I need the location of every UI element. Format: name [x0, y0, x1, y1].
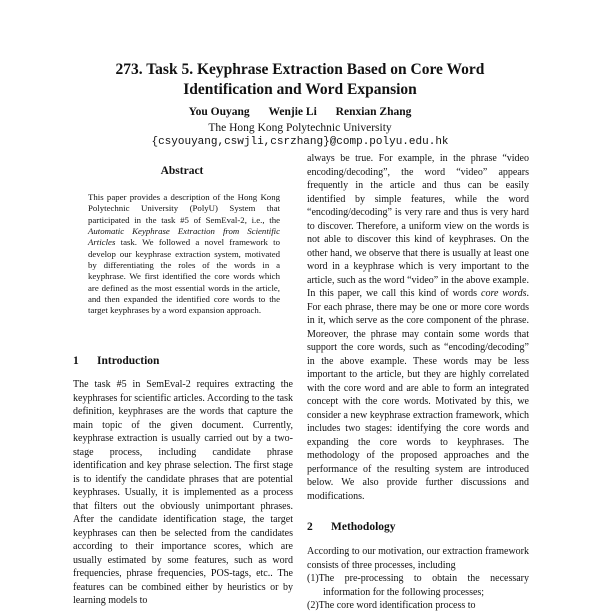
paragraph-text: . For each phrase, there may be one or more core words in it, which serve as the core component of the phrase. Moreover, the phrase may contain some words that support the core words, such as “encoding/decoding” in the above example. These words may be less important to the article, but they are highly correlated with the core word and are able to form an integrated concept with the core words. Motivated by this, we consider a new keyphrase extraction framework, which includes two stages: identifying the core words and expanding the core words to keyphrases. The methodology of the proposed approaches and the performance of the resulting system are introduced below. We also provide further discussions and modifications. [307, 288, 529, 502]
section-2-heading [307, 521, 529, 533]
abstract-text: This paper provides a description of the Hong Kong Polytechnic University (PolyU) System that participated in the task #5 of SemEval-2, i.e., the [88, 192, 280, 225]
abstract-task-name: Automatic Keyphrase Extraction from Scientific Articles [88, 226, 280, 248]
paper-title [60, 60, 540, 100]
section-2-intro: According to our motivation, our extraction framework consists of three processes, including [307, 546, 529, 571]
section-2-body [307, 545, 529, 611]
section-number: 1 [73, 355, 79, 367]
title-line-2: Identification and Word Expansion [183, 81, 417, 98]
title-line-1: 273. Task 5. Keyphrase Extraction Based on Core Word [115, 61, 485, 78]
author-name: You Ouyang [188, 106, 250, 118]
right-column-text [307, 152, 529, 503]
section-1-heading [73, 355, 293, 367]
author-name: Renxian Zhang [335, 106, 412, 118]
abstract-body [88, 192, 280, 317]
list-item: (2)The core word identification process to [307, 600, 476, 611]
abstract-heading: Abstract [160, 165, 204, 177]
affiliation: The Hong Kong Polytechnic University [208, 122, 392, 134]
author-emails: {csyouyang,cswjli,csrzhang}@comp.polyu.edu.hk [151, 136, 449, 148]
section-number: 2 [307, 521, 313, 533]
author-list [60, 106, 540, 118]
term-core-words: core words [481, 288, 527, 299]
author-name: Wenjie Li [268, 106, 317, 118]
paragraph-text: always be true. For example, in the phrase “video encoding/decoding”, the word “video” appears frequently in the article and thus can be easily identified by simple features, while the word “encoding/decoding” is very rare and thus is very hard to discover. Therefore, a uniform view on the words is not able to discover this kind of keyphrases. On the other hand, we observe that there is usually at least one word in a keyphrase which is very important to the article, such as the word “video” in the above example. In this paper, we call this kind of words [307, 153, 529, 299]
abstract-text: task. We followed a novel framework to develop our keyphrase extraction system, motivated by differentiating the roles of the words in a keyphrase. We first identified the core words which are defined as the most essential words in the article, and then expanded the identified core words to the target keyphrases by a word expansion approach. [88, 237, 280, 316]
section-1-body: The task #5 in SemEval-2 requires extracting the keyphrases for scientific articles. According to the task definition, keyphrases are the words that capture the main topic of the given document. Currently, keyphrase extraction is usually carried out by a two-stage process, including candidate phrase identification and key phrase selection. The first stage is to identify the candidate phrases that are potential keyphrases. Usually, it is implemented as a process that filters out the obviously unimportant phrases. After the candidate identification stage, the target keyphrases can then be selected from the candidates according to their importance scores, which are usually estimated by some features, such as word frequencies, phrase frequencies, POS-tags, etc.. The features can be combined either by heuristics or by learning models to [73, 379, 293, 606]
section-title: Methodology [331, 521, 396, 533]
section-title: Introduction [97, 355, 160, 367]
list-item: (1)The pre-processing to obtain the necessary information for the following processes; [307, 573, 529, 598]
